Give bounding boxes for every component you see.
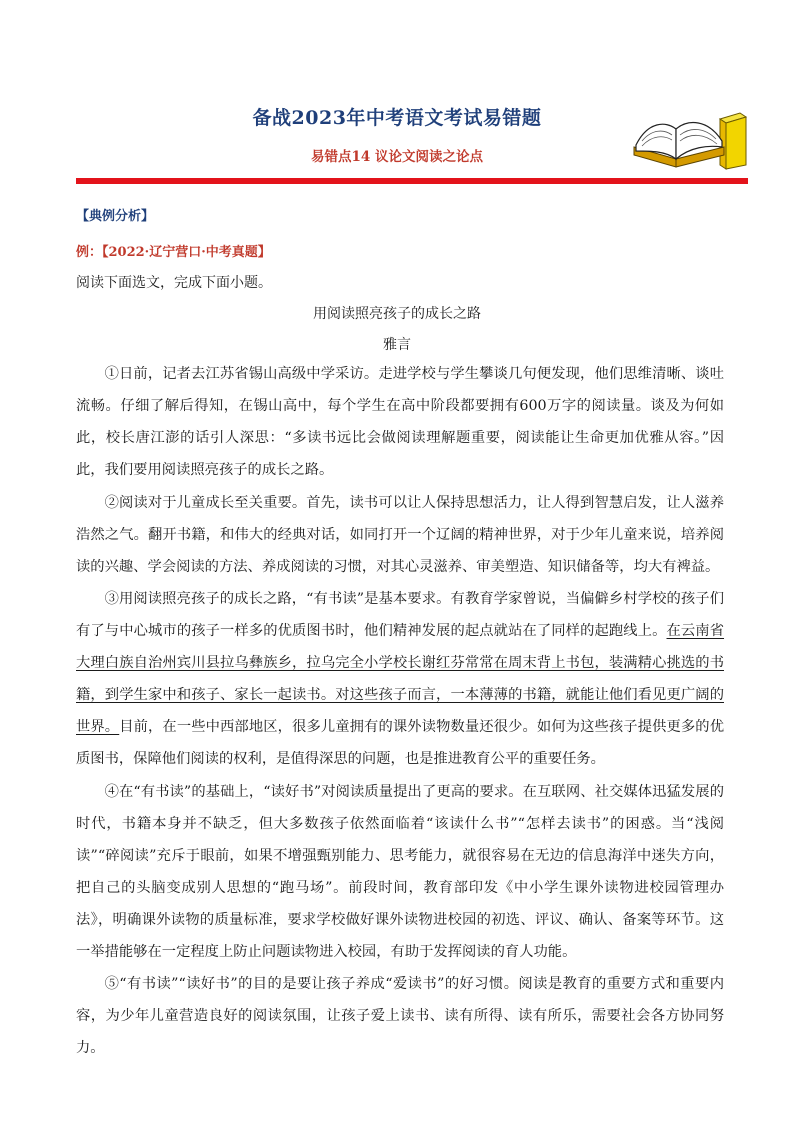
instruction-text: 阅读下面选文，完成下面小题。 (76, 275, 272, 291)
document-subtitle: 易错点14 议论文阅读之论点 (311, 149, 483, 165)
paragraph-3 (76, 583, 724, 775)
example-label: 例：【2022·辽宁营口·中考真题】 (76, 245, 271, 260)
paragraph-3-part-a: ③用阅读照亮孩子的成长之路，“有书读”是基本要求。有教育学家曾说，当偏僻乡村学校的孩子们有了与中心城市的孩子一样多的优质图书时，他们精神发展的起点就站在了同样的起跑线上。 (76, 591, 724, 639)
paragraph-3-underlined: 在云南省大理白族自治州宾川县拉乌彝族乡，拉乌完全小学校长谢红芬常常在周末背上书包，装满精心挑选的书籍，到学生家中和孩子、家长一起读书。对这些孩子而言，一本薄薄的书籍，就能让他们看见更广阔的世界。 (76, 623, 725, 735)
article-title: 用阅读照亮孩子的成长之路 (313, 306, 481, 322)
paragraph-3-part-b: 目前，在一些中西部地区，很多儿童拥有的课外读物数量还很少。如何为这些孩子提供更多的优质图书，保障他们阅读的权利，是值得深思的问题，也是推进教育公平的重要任务。 (76, 719, 725, 767)
paragraph-2: ②阅读对于儿童成长至关重要。首先，读书可以让人保持思想活力，让人得到智慧启发，让人滋养浩然之气。翻开书籍，和伟大的经典对话，如同打开一个辽阔的精神世界，对于少年儿童来说，培养阅读的兴趣、学会阅读的方法、养成阅读的习惯，对其心灵滋养、审美塑造、知识储备等，均大有裨益。 (76, 495, 724, 575)
header-divider (76, 178, 748, 184)
open-book-icon (628, 107, 752, 171)
paragraph-5: ⑤“有书读”“读好书”的目的是要让孩子养成“爱读书”的好习惯。阅读是教育的重要方式和重要内容，为少年儿童营造良好的阅读氛围，让孩子爱上读书、读有所得、读有所乐，需要社会各方协同努力。 (76, 976, 724, 1056)
article-author: 雅言 (383, 337, 411, 353)
paragraph-1: ①日前，记者去江苏省锡山高级中学采访。走进学校与学生攀谈几句便发现，他们思维清晰、谈吐流畅。仔细了解后得知，在锡山高中，每个学生在高中阶段都要拥有600万字的阅读量。谈及为何如此，校长唐江澎的话引人深思：“多读书远比会做阅读理解题重要，阅读能让生命更加优雅从容。”因此，我们要用阅读照亮孩子的成长之路。 (76, 366, 724, 478)
section-label: 【典例分析】 (76, 209, 155, 224)
paragraph-4: ④在“有书读”的基础上，“读好书”对阅读质量提出了更高的要求。在互联网、社交媒体迅猛发展的时代，书籍本身并不缺乏，但大多数孩子依然面临着“该读什么书”“怎样去读书”的困惑。当“浅阅读”“碎阅读”充斥于眼前，如果不增强甄别能力、思考能力，就很容易在无边的信息海洋中迷失方向，把自己的头脑变成别人思想的“跑马场”。前段时间，教育部印发《中小学生课外读物进校园管理办法》，明确课外读物的质量标准，要求学校做好课外读物进校园的初选、评议、确认、备案等环节。这一举措能够在一定程度上防止问题读物进入校园，有助于发挥阅读的育人功能。 (76, 784, 724, 960)
document-title: 备战2023年中考语文考试易错题 (252, 107, 542, 129)
